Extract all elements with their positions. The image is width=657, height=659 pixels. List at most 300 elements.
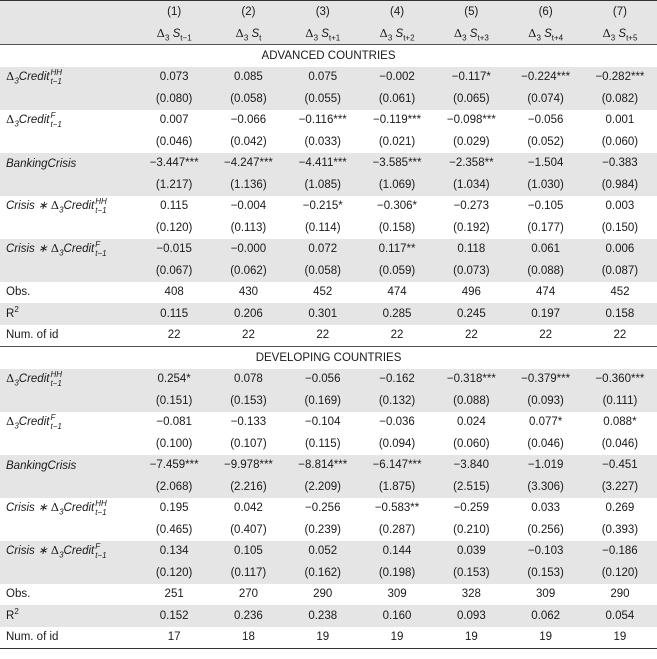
row-label-empty bbox=[0, 217, 137, 239]
row-label-empty bbox=[0, 433, 137, 455]
statistic-row bbox=[0, 605, 657, 627]
time-subscript: t bbox=[259, 33, 262, 43]
label-prefix: Crisis ∗ bbox=[6, 243, 51, 256]
statistic-cell: 22 bbox=[508, 325, 582, 347]
coefficient-cell: −6.147*** bbox=[360, 455, 434, 477]
coefficient-cell: −2.358** bbox=[434, 153, 508, 175]
coefficient-cell: −0.259 bbox=[434, 498, 508, 520]
dependent-variable bbox=[360, 23, 434, 45]
statistic-name: Obs. bbox=[6, 286, 31, 299]
section-title-row bbox=[0, 45, 657, 67]
stderr-cell: (0.058) bbox=[286, 260, 360, 282]
stderr-cell: (0.132) bbox=[360, 390, 434, 412]
label-name: Credit bbox=[18, 71, 50, 84]
coefficient-cell: −8.814*** bbox=[286, 455, 360, 477]
statistic-row bbox=[0, 325, 657, 347]
stderr-cell: (0.088) bbox=[508, 260, 582, 282]
stderr-row bbox=[0, 519, 657, 541]
stderr-cell: (3.227) bbox=[583, 476, 657, 498]
coefficient-cell: −0.282*** bbox=[583, 67, 657, 89]
row-label bbox=[0, 67, 137, 89]
row-label-empty bbox=[0, 390, 137, 412]
coefficient-cell: 0.007 bbox=[137, 110, 211, 132]
coefficient-cell: 0.269 bbox=[583, 498, 657, 520]
stderr-cell: (2.209) bbox=[286, 476, 360, 498]
stderr-cell: (0.033) bbox=[286, 131, 360, 153]
statistic-cell: 496 bbox=[434, 282, 508, 304]
label-superscript: HH bbox=[50, 370, 63, 380]
statistic-cell: 22 bbox=[137, 325, 211, 347]
row-label bbox=[0, 369, 137, 391]
delta-symbol: Δ bbox=[379, 26, 388, 41]
coefficient-cell: −0.383 bbox=[583, 153, 657, 175]
coefficient-cell: −1.504 bbox=[508, 153, 582, 175]
stderr-cell: (0.407) bbox=[211, 519, 285, 541]
row-label-empty bbox=[0, 260, 137, 282]
label-subscript: t−1 bbox=[50, 379, 62, 389]
delta-subscript: 3 bbox=[610, 33, 616, 43]
variable-name: S bbox=[392, 28, 404, 41]
statistic-cell: 0.093 bbox=[434, 605, 508, 627]
variable-name: S bbox=[466, 28, 478, 41]
stderr-cell: (0.094) bbox=[360, 433, 434, 455]
label-superscript: F bbox=[50, 413, 56, 423]
coefficient-cell: 0.117** bbox=[360, 239, 434, 261]
row-label-empty bbox=[0, 174, 137, 196]
stderr-cell: (0.113) bbox=[211, 217, 285, 239]
row-label bbox=[0, 455, 137, 477]
coefficient-cell: 0.024 bbox=[434, 412, 508, 434]
label-name: Credit bbox=[63, 502, 95, 515]
statistic-cell: 474 bbox=[360, 282, 434, 304]
statistic-cell: 22 bbox=[434, 325, 508, 347]
stderr-cell: (0.169) bbox=[286, 390, 360, 412]
statistic-cell: 309 bbox=[508, 584, 582, 606]
label-subscript: t−1 bbox=[50, 422, 62, 432]
section-title-row bbox=[0, 347, 657, 369]
coefficient-cell: −0.215* bbox=[286, 196, 360, 218]
dependent-variable bbox=[583, 23, 657, 45]
coefficient-cell: −0.318*** bbox=[434, 369, 508, 391]
stderr-cell: (0.210) bbox=[434, 519, 508, 541]
delta-symbol: Δ bbox=[50, 543, 60, 558]
coefficient-cell: −0.379*** bbox=[508, 369, 582, 391]
coefficient-cell: −0.056 bbox=[286, 369, 360, 391]
stderr-cell: (0.073) bbox=[434, 260, 508, 282]
time-subscript: t+2 bbox=[403, 33, 415, 43]
statistic-name: R bbox=[6, 609, 15, 622]
stderr-cell: (1.217) bbox=[137, 174, 211, 196]
time-subscript: t+5 bbox=[626, 33, 638, 43]
stderr-row bbox=[0, 562, 657, 584]
coefficient-cell: 0.075 bbox=[286, 67, 360, 89]
coefficient-row bbox=[0, 369, 657, 391]
coefficient-cell: 0.042 bbox=[211, 498, 285, 520]
delta-symbol: Δ bbox=[50, 241, 60, 256]
label-superscript: F bbox=[95, 240, 101, 250]
label-subscript: t−1 bbox=[95, 249, 107, 259]
statistic-cell: 0.285 bbox=[360, 303, 434, 325]
coefficient-cell: −0.117* bbox=[434, 67, 508, 89]
statistic-row bbox=[0, 303, 657, 325]
label-subscript: t−1 bbox=[95, 206, 107, 216]
stderr-row bbox=[0, 131, 657, 153]
stderr-cell: (0.093) bbox=[508, 390, 582, 412]
statistic-cell: 0.245 bbox=[434, 303, 508, 325]
delta-symbol: Δ bbox=[6, 371, 15, 386]
statistic-row bbox=[0, 282, 657, 304]
delta-symbol: Δ bbox=[50, 198, 60, 213]
label-superscript: HH bbox=[95, 197, 107, 207]
row-label-empty bbox=[0, 88, 137, 110]
row-label-empty bbox=[0, 519, 137, 541]
variable-name: S bbox=[540, 28, 552, 41]
stderr-cell: (0.042) bbox=[211, 131, 285, 153]
delta-symbol: Δ bbox=[235, 26, 244, 41]
statistic-cell: 22 bbox=[360, 325, 434, 347]
statistic-name: Obs. bbox=[6, 588, 31, 601]
delta-subscript: 3 bbox=[536, 33, 541, 43]
stderr-cell: (0.060) bbox=[434, 433, 508, 455]
stderr-cell: (0.117) bbox=[211, 562, 285, 584]
coefficient-row bbox=[0, 498, 657, 520]
label-name: Credit bbox=[63, 545, 95, 558]
stderr-row bbox=[0, 88, 657, 110]
statistic-cell: 328 bbox=[434, 584, 508, 606]
coefficient-cell: −3.585*** bbox=[360, 153, 434, 175]
stderr-cell: (0.055) bbox=[286, 88, 360, 110]
row-label bbox=[0, 541, 137, 563]
delta-symbol: Δ bbox=[156, 26, 165, 41]
row-label bbox=[0, 498, 137, 520]
coefficient-cell: −0.066 bbox=[211, 110, 285, 132]
stderr-row bbox=[0, 476, 657, 498]
column-number: (7) bbox=[583, 1, 657, 23]
statistic-cell: 19 bbox=[434, 627, 508, 649]
stderr-cell: (1.030) bbox=[508, 174, 582, 196]
stderr-row bbox=[0, 174, 657, 196]
statistic-cell: 452 bbox=[583, 282, 657, 304]
label-name: Credit bbox=[18, 373, 50, 386]
stderr-cell: (0.065) bbox=[434, 88, 508, 110]
delta-subscript: 3 bbox=[59, 248, 64, 258]
coefficient-cell: −9.978*** bbox=[211, 455, 285, 477]
column-number: (4) bbox=[360, 1, 434, 23]
stderr-cell: (1.875) bbox=[360, 476, 434, 498]
stderr-cell: (0.120) bbox=[137, 562, 211, 584]
statistic-cell: 452 bbox=[286, 282, 360, 304]
delta-symbol: Δ bbox=[6, 69, 15, 84]
statistic-cell: 0.206 bbox=[211, 303, 285, 325]
stderr-cell: (2.068) bbox=[137, 476, 211, 498]
statistic-cell: 19 bbox=[508, 627, 582, 649]
label-superscript: HH bbox=[50, 68, 63, 78]
coefficient-cell: −0.256 bbox=[286, 498, 360, 520]
delta-subscript: 3 bbox=[14, 76, 19, 86]
stderr-cell: (0.153) bbox=[211, 390, 285, 412]
statistic-cell: 270 bbox=[211, 584, 285, 606]
statistic-name: Num. of id bbox=[6, 631, 59, 644]
row-label bbox=[0, 110, 137, 132]
column-number: (1) bbox=[137, 1, 211, 23]
delta-subscript: 3 bbox=[59, 550, 64, 560]
coefficient-cell: −0.186 bbox=[583, 541, 657, 563]
stderr-cell: (0.052) bbox=[508, 131, 582, 153]
statistic-label bbox=[0, 627, 137, 649]
coefficient-cell: 0.144 bbox=[360, 541, 434, 563]
variable-name: S bbox=[248, 28, 260, 41]
stderr-cell: (0.080) bbox=[137, 88, 211, 110]
stderr-cell: (0.153) bbox=[508, 562, 582, 584]
delta-subscript: 3 bbox=[59, 507, 64, 517]
coefficient-cell: −7.459*** bbox=[137, 455, 211, 477]
coefficient-cell: −0.451 bbox=[583, 455, 657, 477]
coefficient-cell: −0.036 bbox=[360, 412, 434, 434]
coefficient-cell: 0.195 bbox=[137, 498, 211, 520]
coefficient-cell: 0.033 bbox=[508, 498, 582, 520]
coefficient-cell: 0.105 bbox=[211, 541, 285, 563]
statistic-cell: 290 bbox=[286, 584, 360, 606]
statistic-cell: 0.115 bbox=[137, 303, 211, 325]
time-subscript: t+1 bbox=[328, 33, 341, 43]
stderr-row bbox=[0, 260, 657, 282]
time-subscript: t−1 bbox=[180, 33, 192, 43]
stderr-cell: (0.158) bbox=[360, 217, 434, 239]
statistic-label bbox=[0, 303, 137, 325]
stderr-cell: (0.393) bbox=[583, 519, 657, 541]
statistic-cell: 19 bbox=[583, 627, 657, 649]
stderr-cell: (0.153) bbox=[434, 562, 508, 584]
dependent-variable bbox=[137, 23, 211, 45]
statistic-cell: 0.197 bbox=[508, 303, 582, 325]
delta-subscript: 3 bbox=[59, 205, 64, 215]
coefficient-cell: −0.002 bbox=[360, 67, 434, 89]
table-body bbox=[0, 1, 657, 649]
stderr-cell: (0.061) bbox=[360, 88, 434, 110]
stderr-cell: (0.239) bbox=[286, 519, 360, 541]
coefficient-row bbox=[0, 196, 657, 218]
delta-symbol: Δ bbox=[528, 26, 537, 41]
coefficient-cell: −0.224*** bbox=[508, 67, 582, 89]
coefficient-cell: 0.134 bbox=[137, 541, 211, 563]
stderr-cell: (0.058) bbox=[211, 88, 285, 110]
statistic-name: R bbox=[6, 307, 15, 320]
coefficient-cell: 0.006 bbox=[583, 239, 657, 261]
stderr-cell: (0.256) bbox=[508, 519, 582, 541]
label-name: Credit bbox=[63, 243, 95, 256]
coefficient-cell: −0.098*** bbox=[434, 110, 508, 132]
stderr-cell: (0.082) bbox=[583, 88, 657, 110]
stderr-cell: (0.111) bbox=[583, 390, 657, 412]
coefficient-cell: −0.119*** bbox=[360, 110, 434, 132]
label-prefix: Crisis ∗ bbox=[6, 545, 51, 558]
coefficient-cell: −0.104 bbox=[286, 412, 360, 434]
statistic-cell: 408 bbox=[137, 282, 211, 304]
delta-symbol: Δ bbox=[50, 500, 60, 515]
coefficient-row bbox=[0, 153, 657, 175]
stderr-cell: (0.115) bbox=[286, 433, 360, 455]
stderr-cell: (2.216) bbox=[211, 476, 285, 498]
label-prefix: BankingCrisis bbox=[6, 158, 77, 171]
coefficient-cell: −0.133 bbox=[211, 412, 285, 434]
coefficient-cell: −0.583** bbox=[360, 498, 434, 520]
stderr-row bbox=[0, 390, 657, 412]
stderr-cell: (0.067) bbox=[137, 260, 211, 282]
stderr-cell: (0.062) bbox=[211, 260, 285, 282]
coefficient-cell: −0.162 bbox=[360, 369, 434, 391]
delta-subscript: 3 bbox=[14, 421, 19, 431]
stderr-cell: (0.029) bbox=[434, 131, 508, 153]
statistic-cell: 0.238 bbox=[286, 605, 360, 627]
label-prefix: Crisis ∗ bbox=[6, 200, 51, 213]
delta-symbol: Δ bbox=[453, 26, 463, 41]
stderr-cell: (0.162) bbox=[286, 562, 360, 584]
column-number: (3) bbox=[286, 1, 360, 23]
label-name: Credit bbox=[18, 416, 50, 429]
variable-name: S bbox=[169, 28, 181, 41]
coefficient-cell: −4.247*** bbox=[211, 153, 285, 175]
stderr-cell: (0.100) bbox=[137, 433, 211, 455]
coefficient-cell: 0.077* bbox=[508, 412, 582, 434]
statistic-cell: 0.054 bbox=[583, 605, 657, 627]
stderr-cell: (0.984) bbox=[583, 174, 657, 196]
header-row-depvars bbox=[0, 23, 657, 45]
column-number: (6) bbox=[508, 1, 582, 23]
statistic-label bbox=[0, 605, 137, 627]
dependent-variable bbox=[286, 23, 360, 45]
statistic-row bbox=[0, 584, 657, 606]
coefficient-cell: −3.447*** bbox=[137, 153, 211, 175]
stderr-cell: (0.114) bbox=[286, 217, 360, 239]
statistic-cell: 309 bbox=[360, 584, 434, 606]
delta-subscript: 3 bbox=[387, 33, 393, 43]
coefficient-cell: 0.254* bbox=[137, 369, 211, 391]
variable-name: S bbox=[318, 28, 329, 41]
stderr-cell: (0.087) bbox=[583, 260, 657, 282]
statistic-cell: 0.152 bbox=[137, 605, 211, 627]
delta-subscript: 3 bbox=[14, 119, 19, 129]
label-subscript: t−1 bbox=[50, 77, 62, 87]
delta-subscript: 3 bbox=[164, 33, 170, 43]
stderr-cell: (0.177) bbox=[508, 217, 582, 239]
stderr-cell: (0.120) bbox=[583, 562, 657, 584]
coefficient-cell: 0.088* bbox=[583, 412, 657, 434]
stderr-row bbox=[0, 433, 657, 455]
stderr-cell: (0.046) bbox=[508, 433, 582, 455]
coefficient-cell: 0.078 bbox=[211, 369, 285, 391]
coefficient-cell: 0.115 bbox=[137, 196, 211, 218]
statistic-cell: 0.158 bbox=[583, 303, 657, 325]
label-subscript: t−1 bbox=[95, 551, 107, 561]
stderr-cell: (0.059) bbox=[360, 260, 434, 282]
coefficient-cell: 0.061 bbox=[508, 239, 582, 261]
statistic-label bbox=[0, 282, 137, 304]
coefficient-cell: −0.056 bbox=[508, 110, 582, 132]
stderr-cell: (0.120) bbox=[137, 217, 211, 239]
stderr-cell: (1.069) bbox=[360, 174, 434, 196]
label-name: Credit bbox=[63, 200, 95, 213]
column-number: (5) bbox=[434, 1, 508, 23]
delta-subscript: 3 bbox=[243, 33, 249, 43]
delta-symbol: Δ bbox=[6, 414, 15, 429]
statistic-cell: 290 bbox=[583, 584, 657, 606]
coefficient-cell: −0.004 bbox=[211, 196, 285, 218]
stderr-cell: (0.088) bbox=[434, 390, 508, 412]
statistic-cell: 474 bbox=[508, 282, 582, 304]
header-corner bbox=[0, 23, 137, 45]
label-prefix: BankingCrisis bbox=[6, 460, 77, 473]
row-label bbox=[0, 153, 137, 175]
label-superscript: F bbox=[95, 542, 101, 552]
stderr-cell: (3.306) bbox=[508, 476, 582, 498]
column-number: (2) bbox=[211, 1, 285, 23]
statistic-cell: 0.236 bbox=[211, 605, 285, 627]
label-prefix: Crisis ∗ bbox=[6, 502, 51, 515]
stderr-cell: (0.287) bbox=[360, 519, 434, 541]
label-superscript: HH bbox=[95, 499, 107, 509]
stderr-cell: (0.107) bbox=[211, 433, 285, 455]
statistic-cell: 22 bbox=[211, 325, 285, 347]
coefficient-cell: −0.105 bbox=[508, 196, 582, 218]
statistic-cell: 251 bbox=[137, 584, 211, 606]
stderr-cell: (0.192) bbox=[434, 217, 508, 239]
row-label bbox=[0, 196, 137, 218]
time-subscript: t+4 bbox=[551, 33, 564, 43]
stderr-cell: (0.046) bbox=[137, 131, 211, 153]
statistic-cell: 19 bbox=[360, 627, 434, 649]
dependent-variable bbox=[434, 23, 508, 45]
stderr-cell: (0.021) bbox=[360, 131, 434, 153]
delta-subscript: 3 bbox=[462, 33, 467, 43]
stderr-cell: (0.198) bbox=[360, 562, 434, 584]
stderr-row bbox=[0, 217, 657, 239]
delta-subscript: 3 bbox=[313, 33, 319, 43]
coefficient-row bbox=[0, 67, 657, 89]
statistic-row bbox=[0, 627, 657, 649]
statistic-label bbox=[0, 584, 137, 606]
coefficient-cell: 0.118 bbox=[434, 239, 508, 261]
statistic-cell: 22 bbox=[583, 325, 657, 347]
stderr-cell: (0.150) bbox=[583, 217, 657, 239]
coefficient-cell: 0.039 bbox=[434, 541, 508, 563]
stderr-cell: (0.465) bbox=[137, 519, 211, 541]
statistic-label bbox=[0, 325, 137, 347]
coefficient-cell: 0.001 bbox=[583, 110, 657, 132]
time-subscript: t+3 bbox=[477, 33, 489, 43]
label-superscript: F bbox=[50, 111, 56, 121]
coefficient-row bbox=[0, 239, 657, 261]
coefficient-cell: −0.015 bbox=[137, 239, 211, 261]
statistic-name: Num. of id bbox=[6, 329, 59, 342]
stderr-cell: (1.085) bbox=[286, 174, 360, 196]
coefficient-cell: −0.000 bbox=[211, 239, 285, 261]
stderr-cell: (1.136) bbox=[211, 174, 285, 196]
coefficient-row bbox=[0, 110, 657, 132]
coefficient-row bbox=[0, 541, 657, 563]
label-name: Credit bbox=[18, 114, 50, 127]
label-subscript: t−1 bbox=[50, 120, 62, 130]
statistic-cell: 0.160 bbox=[360, 605, 434, 627]
row-label-empty bbox=[0, 562, 137, 584]
statistic-cell: 0.062 bbox=[508, 605, 582, 627]
header-corner bbox=[0, 1, 137, 23]
delta-symbol: Δ bbox=[305, 26, 314, 41]
row-label-empty bbox=[0, 131, 137, 153]
header-row-numbers bbox=[0, 1, 657, 23]
statistic-cell: 22 bbox=[286, 325, 360, 347]
section-title: DEVELOPING COUNTRIES bbox=[0, 347, 657, 369]
statistic-cell: 19 bbox=[286, 627, 360, 649]
